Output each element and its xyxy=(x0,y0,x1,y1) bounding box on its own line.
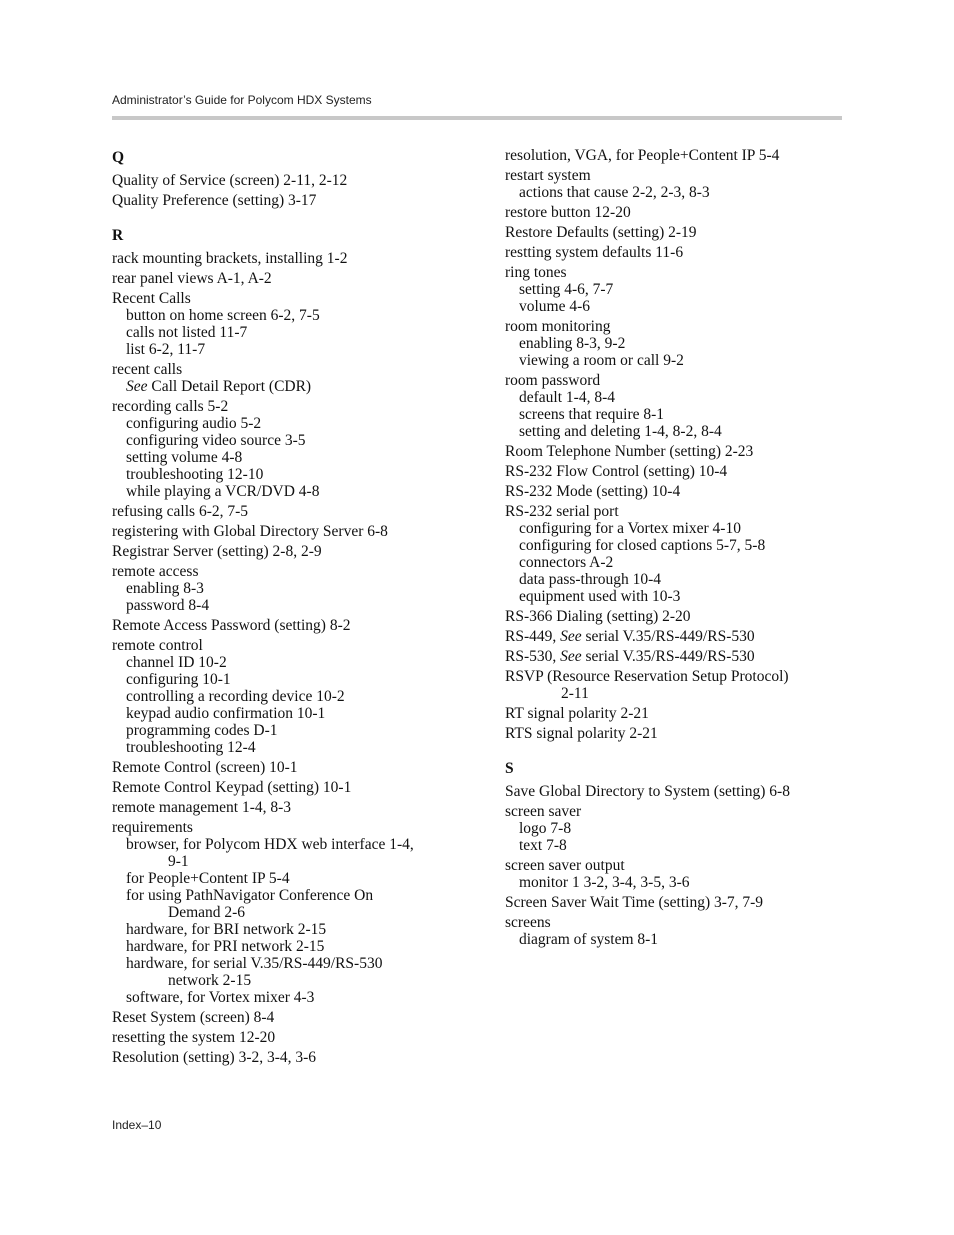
index-entry xyxy=(505,914,845,948)
index-term-target: serial V.35/RS-449/RS-530 xyxy=(581,628,755,645)
index-entry xyxy=(505,628,845,645)
index-term: RS-232 Flow Control (setting) 10-4 xyxy=(505,463,728,480)
index-term: rear panel views A-1, A-2 xyxy=(112,270,272,287)
index-term: Room Telephone Number (setting) 2-23 xyxy=(505,443,754,460)
index-entry xyxy=(505,264,845,315)
index-subterm: equipment used with 10-3 xyxy=(519,588,681,605)
index-entry xyxy=(112,270,492,287)
index-subterm: hardware, for PRI network 2-15 xyxy=(126,938,325,955)
index-term: resolution, VGA, for People+Content IP 5-4 xyxy=(505,147,780,164)
index-term: restart system xyxy=(505,167,591,184)
index-term: Quality of Service (screen) 2-11, 2-12 xyxy=(112,172,348,189)
index-term: Reset System (screen) 8-4 xyxy=(112,1009,275,1026)
index-entry xyxy=(112,637,492,756)
index-letter-heading: S xyxy=(505,760,514,777)
index-subterm: data pass-through 10-4 xyxy=(519,571,662,588)
index-subterm: volume 4-6 xyxy=(519,298,591,315)
index-entry xyxy=(112,192,492,209)
index-entry xyxy=(505,147,845,164)
index-term: RS-366 Dialing (setting) 2-20 xyxy=(505,608,691,625)
index-term xyxy=(505,628,845,645)
index-entry xyxy=(505,224,845,241)
index-entry xyxy=(505,648,845,665)
index-subterm: logo 7-8 xyxy=(519,820,572,837)
index-term: screens xyxy=(505,914,551,931)
index-term: RS-232 serial port xyxy=(505,503,619,520)
index-term: RS-232 Mode (setting) 10-4 xyxy=(505,483,681,500)
index-term: remote control xyxy=(112,637,203,654)
index-term: RT signal polarity 2-21 xyxy=(505,705,649,722)
index-term: Remote Access Password (setting) 8-2 xyxy=(112,617,351,634)
index-subterm-continuation: Demand 2-6 xyxy=(168,904,246,921)
index-subterm: software, for Vortex mixer 4-3 xyxy=(126,989,315,1006)
index-entry xyxy=(112,503,492,520)
index-entry xyxy=(112,819,492,1006)
index-term: registering with Global Directory Server 6-8 xyxy=(112,523,388,540)
index-term: Screen Saver Wait Time (setting) 3-7, 7-9 xyxy=(505,894,764,911)
see-reference: See xyxy=(560,628,582,645)
index-entry xyxy=(112,617,492,634)
index-term: Registrar Server (setting) 2-8, 2-9 xyxy=(112,543,322,560)
index-entry xyxy=(112,398,492,500)
index-subterm: configuring for closed captions 5-7, 5-8 xyxy=(519,537,766,554)
index-subterm: troubleshooting 12-4 xyxy=(126,739,256,756)
index-subterm: password 8-4 xyxy=(126,597,210,614)
see-reference: See xyxy=(560,648,582,665)
index-entry xyxy=(112,290,492,358)
index-term: RTS signal polarity 2-21 xyxy=(505,725,658,742)
index-entry xyxy=(505,725,845,742)
index-subterm: list 6-2, 11-7 xyxy=(126,341,206,358)
index-letter-heading: R xyxy=(112,227,124,244)
index-subterm: calls not listed 11-7 xyxy=(126,324,248,341)
index-entry xyxy=(505,244,845,261)
index-term: rack mounting brackets, installing 1-2 xyxy=(112,250,348,267)
index-subterm-continuation: 9-1 xyxy=(168,853,189,870)
index-entry xyxy=(112,1009,492,1026)
index-term: Recent Calls xyxy=(112,290,191,307)
index-term: screen saver xyxy=(505,803,582,820)
index-entry xyxy=(505,372,845,440)
index-subterm: text 7-8 xyxy=(519,837,567,854)
index-column-right xyxy=(505,147,845,948)
index-term-continuation: 2-11 xyxy=(561,685,589,702)
index-subterm: diagram of system 8-1 xyxy=(519,931,659,948)
index-subterm: button on home screen 6-2, 7-5 xyxy=(126,307,320,324)
index-entry xyxy=(505,318,845,369)
index-entry xyxy=(505,167,845,201)
index-entry xyxy=(112,523,492,540)
index-entry xyxy=(505,783,845,800)
index-entry xyxy=(112,1049,492,1066)
index-term: screen saver output xyxy=(505,857,625,874)
index-term: ring tones xyxy=(505,264,567,281)
index-term-target: Call Detail Report (CDR) xyxy=(147,378,312,395)
index-subterm-continuation: network 2-15 xyxy=(168,972,252,989)
page-number: Index–10 xyxy=(112,1118,162,1132)
index-subterm: troubleshooting 12-10 xyxy=(126,466,264,483)
index-subterm: setting and deleting 1-4, 8-2, 8-4 xyxy=(519,423,722,440)
index-entry xyxy=(112,361,492,395)
index-subterm: configuring audio 5-2 xyxy=(126,415,262,432)
index-entry xyxy=(505,803,845,854)
running-header: Administrator’s Guide for Polycom HDX Systems xyxy=(112,93,372,107)
index-subterm: actions that cause 2-2, 2-3, 8-3 xyxy=(519,184,710,201)
index-term: remote access xyxy=(112,563,199,580)
index-entry xyxy=(505,608,845,625)
index-term: Restore Defaults (setting) 2-19 xyxy=(505,224,697,241)
index-entry xyxy=(112,172,492,189)
index-term: Remote Control Keypad (setting) 10-1 xyxy=(112,779,352,796)
index-entry xyxy=(505,204,845,221)
index-term: Resolution (setting) 3-2, 3-4, 3-6 xyxy=(112,1049,317,1066)
index-subterm: configuring video source 3-5 xyxy=(126,432,306,449)
header-rule xyxy=(112,116,842,120)
index-entry xyxy=(505,463,845,480)
index-subterm: setting volume 4-8 xyxy=(126,449,243,466)
index-subterm: for using PathNavigator Conference On xyxy=(126,887,374,904)
index-subterm: monitor 1 3-2, 3-4, 3-5, 3-6 xyxy=(519,874,690,891)
index-subterm: screens that require 8-1 xyxy=(519,406,665,423)
index-subterm: for People+Content IP 5-4 xyxy=(126,870,290,887)
index-subterm: enabling 8-3, 9-2 xyxy=(519,335,626,352)
index-term: room password xyxy=(505,372,601,389)
index-term: Remote Control (screen) 10-1 xyxy=(112,759,298,776)
index-subterm: browser, for Polycom HDX web interface 1-4, xyxy=(126,836,414,853)
index-term-text: RS-530, xyxy=(505,648,561,665)
index-column-left xyxy=(112,147,492,1066)
see-reference: See xyxy=(126,378,148,395)
index-entry xyxy=(112,779,492,796)
index-subterm: programming codes D-1 xyxy=(126,722,278,739)
index-subterm: default 1-4, 8-4 xyxy=(519,389,615,406)
index-term: room monitoring xyxy=(505,318,611,335)
index-subterm: hardware, for BRI network 2-15 xyxy=(126,921,327,938)
index-subterm: hardware, for serial V.35/RS-449/RS-530 xyxy=(126,955,383,972)
index-term: Quality Preference (setting) 3-17 xyxy=(112,192,317,209)
index-entry xyxy=(505,857,845,891)
index-term-text: RS-449, xyxy=(505,628,561,645)
index-entry xyxy=(505,705,845,722)
index-entry xyxy=(112,543,492,560)
index-subterm: while playing a VCR/DVD 4-8 xyxy=(126,483,320,500)
index-entry xyxy=(112,1029,492,1046)
index-entry xyxy=(112,250,492,267)
index-entry xyxy=(505,503,845,605)
index-letter-heading: Q xyxy=(112,149,125,166)
index-entry xyxy=(505,443,845,460)
index-subterm: controlling a recording device 10-2 xyxy=(126,688,345,705)
index-term: remote management 1-4, 8-3 xyxy=(112,799,292,816)
index-term xyxy=(505,648,845,665)
index-subterm: configuring for a Vortex mixer 4-10 xyxy=(519,520,741,537)
index-subterm: keypad audio confirmation 10-1 xyxy=(126,705,326,722)
index-term: Save Global Directory to System (setting) 6-8 xyxy=(505,783,790,800)
index-term: RSVP (Resource Reservation Setup Protocol) xyxy=(505,668,789,685)
index-entry xyxy=(112,759,492,776)
index-term-target: serial V.35/RS-449/RS-530 xyxy=(581,648,755,665)
index-entry xyxy=(505,668,845,702)
index-term: recent calls xyxy=(112,361,183,378)
index-subterm: setting 4-6, 7-7 xyxy=(519,281,614,298)
index-subterm: viewing a room or call 9-2 xyxy=(519,352,684,369)
index-entry xyxy=(505,894,845,911)
index-subterm xyxy=(112,378,492,395)
index-term: refusing calls 6-2, 7-5 xyxy=(112,503,249,520)
index-subterm: configuring 10-1 xyxy=(126,671,231,688)
index-entry xyxy=(112,799,492,816)
index-term: restting system defaults 11-6 xyxy=(505,244,684,261)
index-term: requirements xyxy=(112,819,193,836)
index-subterm: channel ID 10-2 xyxy=(126,654,227,671)
index-term: restore button 12-20 xyxy=(505,204,631,221)
index-entry xyxy=(112,563,492,614)
index-subterm: enabling 8-3 xyxy=(126,580,204,597)
index-entry xyxy=(505,483,845,500)
index-term: resetting the system 12-20 xyxy=(112,1029,276,1046)
index-subterm: connectors A-2 xyxy=(519,554,614,571)
index-term: recording calls 5-2 xyxy=(112,398,229,415)
